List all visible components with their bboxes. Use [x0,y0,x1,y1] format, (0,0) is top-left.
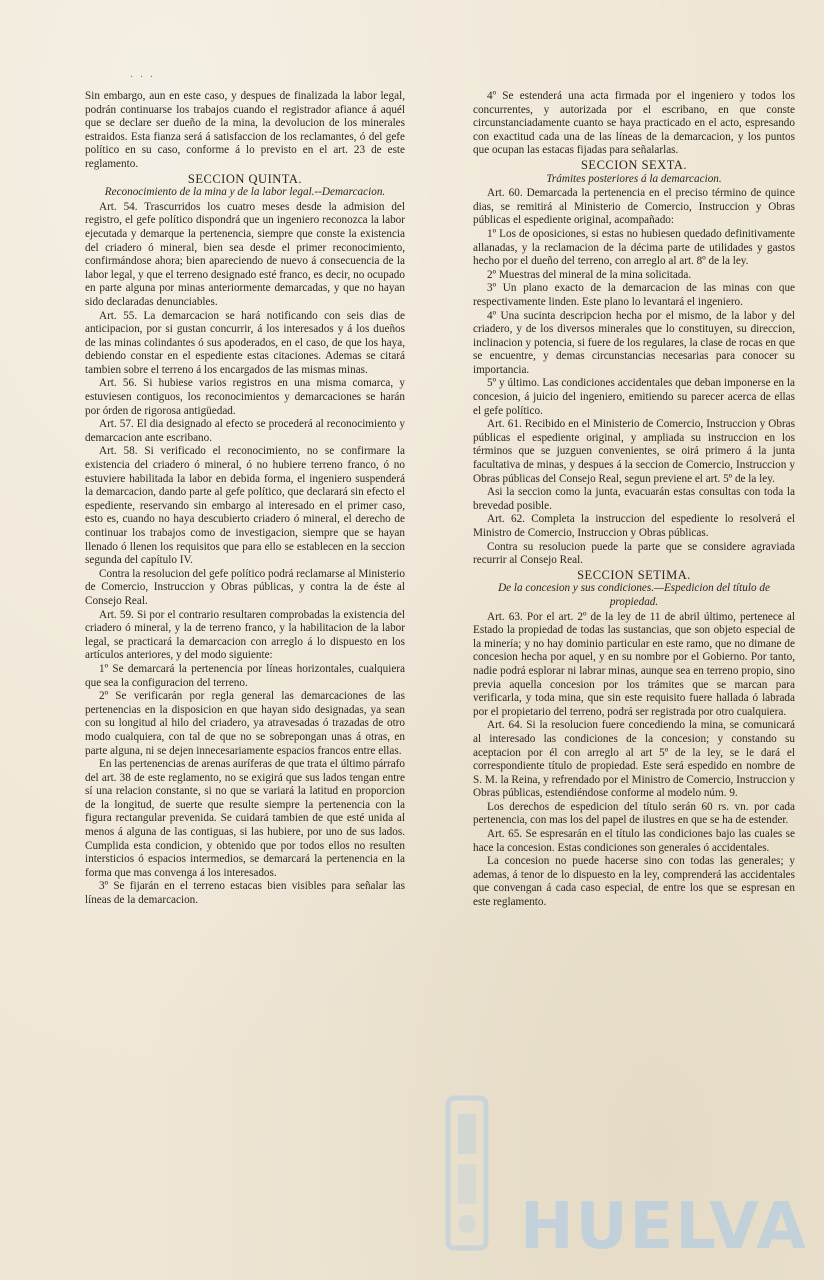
paragraph: La concesion no puede hacerse sino con todas las generales; y ademas, á tenor de lo dispuesto en la ley, comprenderá las accidentales que convengan á cada caso especial, de entre los que se espresan en este reglamento. [473,855,795,909]
article-65: Art. 65. Se espresarán en el título las condiciones bajo las cuales se hace la concesion. Estas condiciones son generales ó accidentales. [473,828,795,854]
paragraph: Asi la seccion como la junta, evacuarán estas consultas con toda la brevedad posible. [473,486,795,512]
paragraph: Contra su resolucion puede la parte que se considere agraviada recurrir al Consejo Real. [473,540,795,567]
list-item: 2º Muestras del mineral de la mina solicitada. [487,268,692,281]
article-57: Art. 57. El dia designado al efecto se procederá al reconocimiento y demarcacion ante escribano. [85,418,405,444]
page-head-marks: · · · [130,72,155,83]
article-61: Art. 61. Recibido en el Ministerio de Comercio, Instruccion y Obras públicas el espediente original, y ampliada su instruccion en los términos que se juzguen convenientes, se oirá primero á la junta facultativa de minas, y despues á la seccion de Comercio, Instruccion y Obras públicas del Consejo Real, segun previene el art. 5º de la ley. [473,418,795,485]
list-item: 4º Una sucinta descripcion hecha por el mismo, de la labor y del criadero, y de los diversos minerales que lo constituyen, su direccion, inclinacion y potencia, si fuere de los regulares, la clase de rocas en que se encuentre, y demas circunstancias necesarias para conocer su importancia. [473,309,795,376]
section-subtitle: De la concesion y sus condiciones.—Espedicion del título de propiedad. [498,582,770,608]
article-62: Art. 62. Completa la instruccion del espediente lo resolverá el Ministro de Comercio, Instruccion y Obras públicas. [473,513,795,539]
list-item: 3º Un plano exacto de la demarcacion de las minas con que respectivamente linden. Este plano lo levantará el ingeniero. [473,282,795,308]
list-item: 1º Los de oposiciones, si estas no hubiesen quedado definitivamente allanadas, y la reclamacion de la décima parte de utilidades y gastos hecho por el dueño del terreno, con arreglo al art. 8º de la ley. [473,227,795,268]
watermark-crest-icon [434,1092,500,1258]
article-55: Art. 55. La demarcacion se hará notificando con seis dias de anticipacion, por si gustan concurrir, á los interesados y á los dueños de las minas colindantes ó sus apoderados, en el caso, de que los haya, debiendo constar en el espediente estas citaciones. Ademas se citará tambien sobre el terreno á los encargados de las mismas minas. [85,309,405,376]
section-title: SECCION SETIMA. [577,567,691,582]
left-column [85,90,405,908]
section-subtitle: Trámites posteriores á la demarcacion. [546,172,722,185]
article-63: Art. 63. Por el art. 2º de la ley de 11 de abril último, pertenece al Estado la propiedad de todas las sustancias, que son objeto especial de la minería; y no hay dominio particular en este ramo, que no dimane de concesion hecha por aquel, y en su nombre por el Gobierno. Por tanto, nadie podrá esplorar ni labrar minas, aunque sea en terreno propio, sino previa aquella concesion por los trámites que se marcan para verificarla, y toda mina, que sin este requisito fuere hallada ó labrada por el propietario del terreno, podrá ser registrada por otro cualquiera. [473,610,795,718]
right-column [473,90,795,910]
paragraph: Los derechos de espedicion del título serán 60 rs. vn. por cada pertenencia, con mas los del papel de ilustres en que se ha de estender. [473,800,795,827]
section-title: SECCION QUINTA. [187,171,303,186]
list-item: 3º Se fijarán en el terreno estacas bien visibles para señalar las líneas de la demarcacion. [85,880,405,907]
article-64: Art. 64. Si la resolucion fuere concediendo la mina, se comunicará al interesado las condiciones de la concesion; y constando su aceptacion por él con arreglo al art 5º de la ley, se le dará el correspondiente título de propiedad. Este será espedido en nombre de S. M. la Reina, y refrendado por el Ministro de Comercio, Instruccion y Obras públicas, estendiéndose conforme al modelo núm. 9. [473,719,795,800]
section-subtitle: Reconocimiento de la mina y de la labor legal.--Demarcacion. [104,186,386,199]
article-58: Art. 58. Si verificado el reconocimiento, no se confirmare la existencia del criadero ó mineral, ó no hubiere terreno franco, ó no estuviere habilitada la labor en debida forma, el ingeniero suspenderá la demarcacion, dando parte al gefe político, que declarará sin efecto el espediente, reservando sin embargo al interesado en el primer caso, esto es, cuando no haya descubierto criadero ó mineral, el derecho de continuar los trabajos como de investigacion, siempre que se hayan llenado ó llenen los requisitos que para ello se establecen en la seccion segunda del capítulo IV. [85,445,405,567]
list-item: 4º Se estenderá una acta firmada por el ingeniero y todos los concurrentes, y autorizada por el escribano, en que conste circunstanciadamente cuanto se haya practicado en el acto, espresando con exactitud cada una de las líneas de la demarcacion, y los puntos que ocupan las estacas fijadas para señalarlas. [473,90,795,157]
article-56: Art. 56. Si hubiese varios registros en una misma comarca, y estuviesen contiguos, los reconocimientos y demarcaciones se harán por órden de rigorosa antigüedad. [85,377,405,417]
article-59: Art. 59. Si por el contrario resultaren comprobadas la existencia del criadero ó mineral, y la de terreno franco, y la habilitacion de la labor legal, se practicará la demarcacion con arreglo á lo dispuesto en los artículos anteriores, y del modo siguiente: [85,608,405,662]
paragraph: Sin embargo, aun en este caso, y despues de finalizada la labor legal, podrán continuarse los trabajos cuando el registrador afiance á aquél que se declare ser dueño de la mina, la devolucion de los minerales estraidos. Esta fianza será á satisfaccion de los reclamantes, ó del gefe político en su caso, conforme á lo previsto en el art. 23 de este reglamento. [85,90,405,170]
list-item: 1º Se demarcará la pertenencia por líneas horizontales, cualquiera que sea la configuracion del terreno. [85,662,405,689]
paragraph: Contra la resolucion del gefe político podrá reclamarse al Ministerio de Comercio, Instruccion y Obras públicas, y contra la de éste al Consejo Real. [85,567,405,607]
watermark-text: HUELVA [520,1190,808,1264]
paragraph: En las pertenencias de arenas auríferas de que trata el último párrafo del art. 38 de este reglamento, no se exigirá que sus lados tengan entre sí una relacion constante, si no que se variará la latitud en proporcion de la longitud, de suerte que resulte siempre la pertenencia con la figura rectangular prevenida. Se cuidará tambien de que esté unida al menos á alguna de las contiguas, si las hubiere, por uno de sus lados. Cumplida esta condicion, y obtenido que por todos ellos no resulten intersticios ó espacios intermedios, se demarcará la pertenencia en la forma que mas convenga á los interesados. [85,758,405,879]
list-item: 2º Se verificarán por regla general las demarcaciones de las pertenencias en la disposicion en que hayan sido designadas, ya sean con su longitud al hilo del criadero, ya atravesadas ó trazadas de otro modo cualquiera, con tal de que no se sobrepongan unas á otras, en parte alguna, ni se dejen innecesariamente espacios francos entre ellas. [85,690,405,757]
article-54: Art. 54. Trascurridos los cuatro meses desde la admision del registro, el gefe político dispondrá que un ingeniero reconozca la labor ejecutada y demarque la pertenencia, siempre que conste la existencia del criadero ó mineral, bien sea desde el primer reconocimiento, confirmándose ahora; bien apareciendo de nuevo á consecuencia de la labor legal, y que el terreno designado esté franco, es decir, no ocupado en parte alguna por minas anteriormente demarcadas, y que no hayan sido declaradas denunciables. [85,200,405,308]
section-title: SECCION SEXTA. [580,157,687,172]
list-item: 5º y último. Las condiciones accidentales que deban imponerse en la concesion, á juicio del ingeniero, emitiendo su parecer acerca de ellas el gefe político. [473,377,795,417]
article-60: Art. 60. Demarcada la pertenencia en el preciso término de quince dias, se remitirá al Ministerio de Comercio, Instruccion y Obras públicas el espediente original, acompañado: [473,187,795,227]
